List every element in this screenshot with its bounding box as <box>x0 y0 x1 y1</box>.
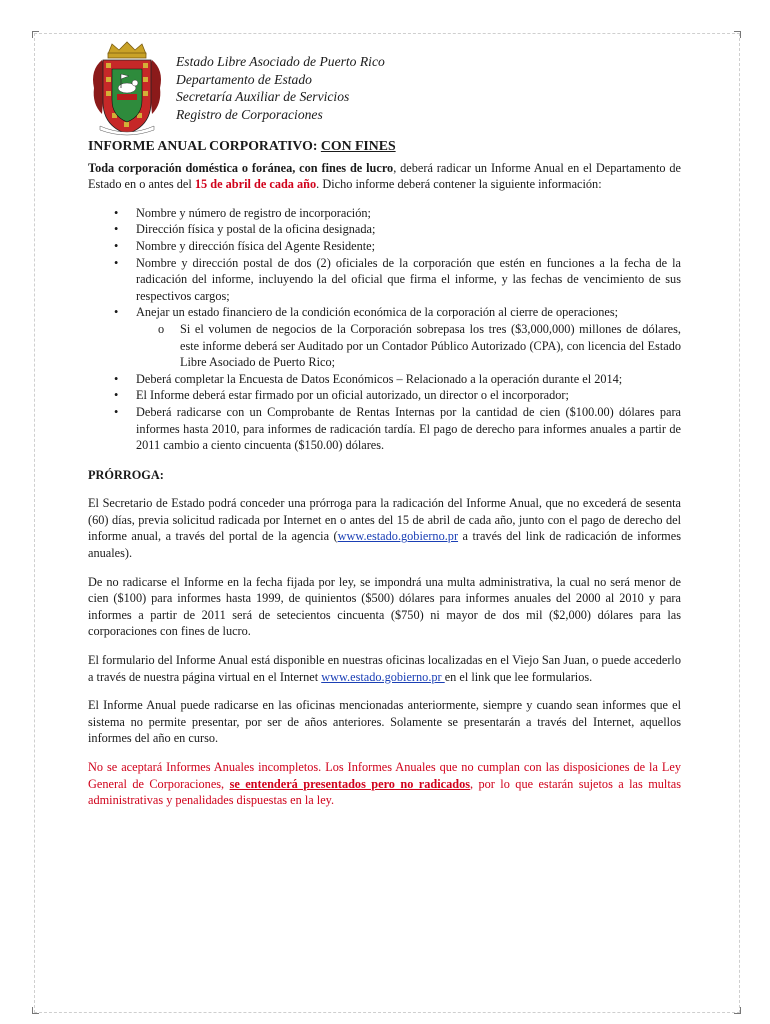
warning-emphasis: se entenderá presentados pero no radicados <box>229 776 471 791</box>
paragraph: De no radicarse el Informe en la fecha fijada por ley, se impondrá una multa administrativa, la cual no será menor de cien ($100) para informes hasta 1999, de quinientos ($500) dólares para informes anuales del 2000 al 2010 y para informes a partir de 2011 será de setecientos cincuenta ($750) ni mayor de dos mil ($2,000) dólares para las corporaciones con fines de lucro. <box>88 574 681 639</box>
warning-text: , por lo que estarán sujetos a las multas administrativas y penalidades dispuestas en la ley. <box>88 776 682 808</box>
document-title <box>88 138 681 155</box>
warning-paragraph <box>88 759 681 809</box>
section-heading: PRÓRROGA: <box>88 467 164 482</box>
list-item <box>136 304 681 370</box>
header-line: Registro de Corporaciones <box>176 106 323 122</box>
intro-paragraph <box>88 160 681 193</box>
warning-text: No se aceptará Informes Anuales incompletos. Los Informes Anuales que no cumplan con las disposiciones de la Ley General de Corporaciones, <box>88 760 681 791</box>
list-item: • Deberá completar la Encuesta de Datos Económicos – Relacionado a la operación durante el 2014; <box>136 371 681 388</box>
sub-list-item: o Si el volumen de negocios de la Corporación sobrepasa los tres ($3,000,000) millones de dólares, este informe deberá ser Auditado por un Contador Público Autorizado (CPA), con licencia del Estado Libre Asociado de Puerto Rico; <box>180 321 681 371</box>
sub-list <box>136 321 681 371</box>
paragraph-text: El formulario del Informe Anual está disponible en nuestras oficinas localizadas en el Viejo San Juan, o puede accederlo a través de nuestra página virtual en el Internet <box>88 653 681 684</box>
paragraph-text: El Secretario de Estado podrá conceder una prórroga para la radicación del Informe Anual, que no excederá de sesenta (60) días, previa solicitud radicada por Internet en o antes del 15 de abril de cada año, junto con el pago de derecho del informe anual, a través del portal de la agencia ( <box>88 496 681 544</box>
list-item: • El Informe deberá estar firmado por un oficial autorizado, un director o el incorporador; <box>136 387 681 404</box>
header-line: Secretaría Auxiliar de Servicios <box>176 89 350 105</box>
paragraph-text: en el link que lee formularios. <box>444 669 593 684</box>
crop-mark <box>734 1007 741 1014</box>
title-sub: CON FINES <box>320 138 396 153</box>
list-item-text: Anejar un estado financiero de la condición económica de la corporación al cierre de operaciones; <box>136 305 619 320</box>
crop-mark <box>734 31 741 38</box>
list-item: • Nombre y número de registro de incorporación; <box>136 205 681 222</box>
agency-link[interactable]: www.estado.gobierno.pr <box>321 669 445 684</box>
deadline-text: 15 de abril de cada año <box>194 177 317 192</box>
requirements-list <box>88 205 681 454</box>
intro-lead: Toda corporación doméstica o foránea, con fines de lucro <box>88 160 394 175</box>
coat-of-arms-icon <box>88 40 166 138</box>
agency-link[interactable]: www.estado.gobierno.pr <box>337 529 459 544</box>
paragraph <box>88 652 681 685</box>
list-item: • Nombre y dirección física del Agente Residente; <box>136 238 681 255</box>
document-body <box>88 138 681 809</box>
crop-mark <box>32 1007 39 1014</box>
header-line: Departamento de Estado <box>176 71 312 87</box>
list-item: • Deberá radicarse con un Comprobante de Rentas Internas por la cantidad de cien ($100.00) dólares para informes hasta 2010, para informes de radicación tardía. El pago de derecho para informes anuales a partir de 2011 cambio a ciento cincuenta ($150.00) dólares. <box>136 404 681 454</box>
list-item: • Dirección física y postal de la oficina designada; <box>136 221 681 238</box>
paragraph: El Informe Anual puede radicarse en las oficinas mencionadas anteriormente, siempre y cuando sean informes que el sistema no permite presentar, por ser de años anteriores. Solamente se presentarán a través del Internet, aquellos informes del año en curso. <box>88 698 681 746</box>
paragraph-text: a través del link de radicación de informes anuales). <box>88 529 681 561</box>
crop-mark <box>32 31 39 38</box>
agency-header <box>176 53 385 123</box>
intro-text: . Dicho informe deberá contener la siguiente información: <box>316 177 602 192</box>
title-main: INFORME ANUAL CORPORATIVO: <box>88 138 318 153</box>
header-line: Estado Libre Asociado de Puerto Rico <box>176 54 385 69</box>
intro-text: , deberá radicar un Informe Anual en el Departamento de Estado en o antes del <box>88 160 681 192</box>
list-item: • Nombre y dirección postal de dos (2) oficiales de la corporación que estén en funciones a la fecha de la radicación del informe, incluyendo la del oficial que firma el informe, y las fechas de vencimiento de sus respectivos cargos; <box>136 255 681 305</box>
paragraph <box>88 495 681 561</box>
